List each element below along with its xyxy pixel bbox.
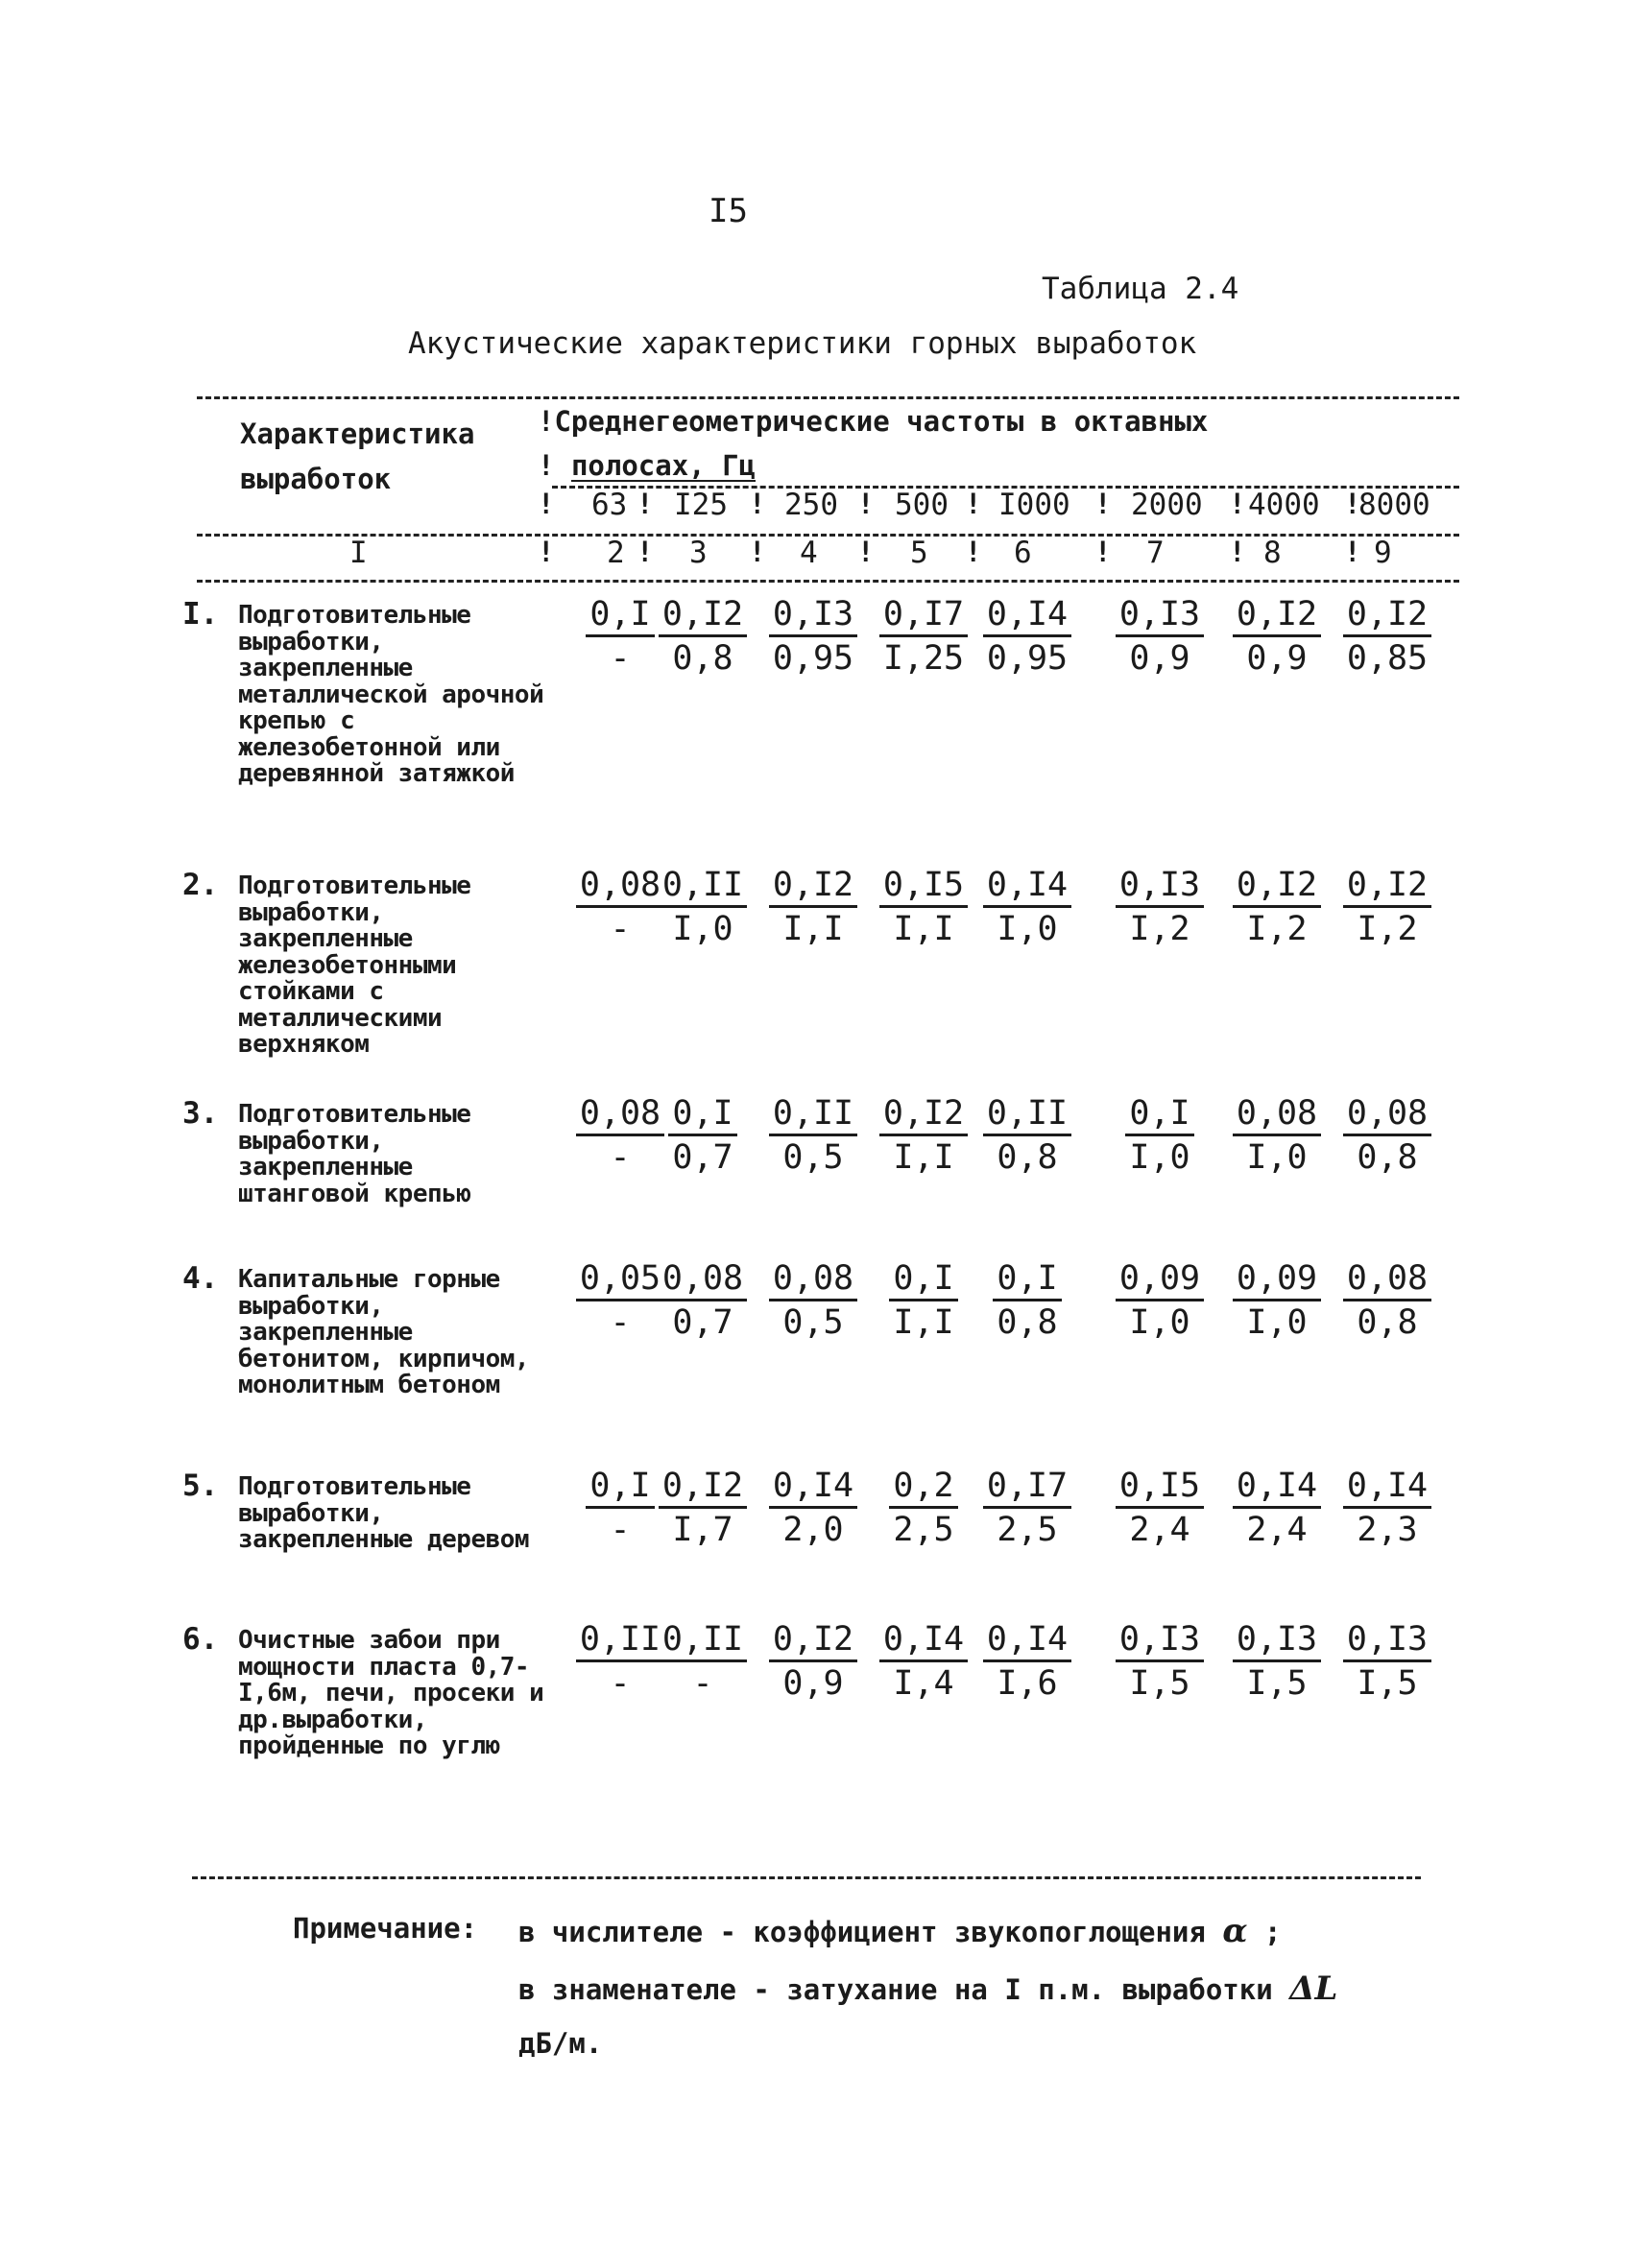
frequency-label: 500 bbox=[895, 488, 949, 522]
attenuation-value: - bbox=[610, 1138, 631, 1177]
attenuation-value: I,I bbox=[893, 1138, 954, 1177]
value-cell bbox=[867, 1259, 980, 1342]
row-description: Подготовительные выработки, закрепленные металлической арочной крепью с железобетонной или деревянной затяжкой bbox=[238, 601, 544, 788]
absorption-coefficient: 0,I bbox=[668, 1095, 736, 1136]
attenuation-value: 0,9 bbox=[782, 1664, 844, 1703]
note-line-3: дБ/м. bbox=[518, 2027, 603, 2060]
note-line-1: в числителе - коэффициент звукопоглощения α ; bbox=[518, 1912, 1282, 1950]
value-cell bbox=[971, 866, 1084, 948]
value-cell bbox=[1331, 1094, 1444, 1177]
row-number: 4. bbox=[182, 1261, 219, 1296]
value-cell bbox=[867, 1467, 980, 1549]
absorption-coefficient: 0,I3 bbox=[769, 596, 857, 637]
absorption-coefficient: 0,I3 bbox=[1116, 867, 1204, 908]
absorption-coefficient: 0,2 bbox=[889, 1468, 957, 1509]
absorption-coefficient: 0,II bbox=[769, 1095, 857, 1136]
attenuation-value: I,2 bbox=[1357, 910, 1418, 948]
note-line-2: в знаменателе - затухание на I п.м. выработки ΔL bbox=[518, 1970, 1338, 2008]
attenuation-value: - bbox=[692, 1664, 713, 1703]
attenuation-value: 0,9 bbox=[1246, 639, 1308, 678]
attenuation-value: I,I bbox=[782, 910, 844, 948]
absorption-coefficient: 0,II bbox=[659, 867, 747, 908]
row-number: 3. bbox=[182, 1096, 219, 1131]
table-top-rule bbox=[197, 396, 1459, 399]
value-cell bbox=[1331, 1259, 1444, 1342]
attenuation-value: 0,95 bbox=[772, 639, 854, 678]
header-characteristic-line2: выработок bbox=[240, 463, 392, 495]
column-separator: ! bbox=[637, 488, 654, 520]
value-cell bbox=[1331, 1467, 1444, 1549]
attenuation-value: 2,4 bbox=[1246, 1511, 1308, 1549]
attenuation-value: - bbox=[610, 1303, 631, 1342]
attenuation-value: 0,8 bbox=[672, 639, 733, 678]
attenuation-value: 0,5 bbox=[782, 1138, 844, 1177]
absorption-coefficient: 0,08 bbox=[576, 1095, 664, 1136]
absorption-coefficient: 0,09 bbox=[1116, 1260, 1204, 1301]
column-separator: ! bbox=[749, 488, 766, 520]
absorption-coefficient: 0,I2 bbox=[1343, 867, 1431, 908]
row-number: I. bbox=[182, 597, 219, 632]
column-number: 3 bbox=[689, 536, 708, 570]
value-cell bbox=[867, 1620, 980, 1703]
value-cell bbox=[1220, 1259, 1334, 1342]
attenuation-value: I,0 bbox=[1129, 1138, 1190, 1177]
value-cell bbox=[1220, 1620, 1334, 1703]
absorption-coefficient: 0,II bbox=[659, 1621, 747, 1662]
alpha-symbol: α bbox=[1222, 1912, 1248, 1950]
absorption-coefficient: 0,I5 bbox=[1116, 1468, 1204, 1509]
attenuation-value: I,2 bbox=[1129, 910, 1190, 948]
column-number: 9 bbox=[1374, 536, 1392, 570]
row-number: 5. bbox=[182, 1468, 219, 1503]
attenuation-value: 0,9 bbox=[1129, 639, 1190, 678]
attenuation-value: 2,4 bbox=[1129, 1511, 1190, 1549]
value-cell bbox=[757, 1620, 870, 1703]
value-cell bbox=[1220, 595, 1334, 678]
absorption-coefficient: 0,I bbox=[889, 1260, 957, 1301]
attenuation-value: I,0 bbox=[672, 910, 733, 948]
absorption-coefficient: 0,I2 bbox=[1343, 596, 1431, 637]
attenuation-value: 0,8 bbox=[997, 1303, 1058, 1342]
frequency-label: I000 bbox=[998, 488, 1070, 522]
attenuation-value: - bbox=[610, 1664, 631, 1703]
attenuation-value: 2,5 bbox=[893, 1511, 954, 1549]
table-label: Таблица 2.4 bbox=[1042, 272, 1239, 306]
absorption-coefficient: 0,I4 bbox=[1343, 1468, 1431, 1509]
value-cell bbox=[1220, 1094, 1334, 1177]
value-cell bbox=[757, 1094, 870, 1177]
absorption-coefficient: 0,I2 bbox=[659, 1468, 747, 1509]
row-number: 6. bbox=[182, 1622, 219, 1657]
absorption-coefficient: 0,I bbox=[1125, 1095, 1193, 1136]
value-cell bbox=[1103, 1259, 1216, 1342]
absorption-coefficient: 0,I4 bbox=[983, 1621, 1071, 1662]
absorption-coefficient: 0,I2 bbox=[659, 596, 747, 637]
absorption-coefficient: 0,I2 bbox=[1233, 596, 1321, 637]
value-cell bbox=[971, 1259, 1084, 1342]
absorption-coefficient: 0,I4 bbox=[1233, 1468, 1321, 1509]
attenuation-value: I,I bbox=[893, 1303, 954, 1342]
attenuation-value: I,5 bbox=[1129, 1664, 1190, 1703]
absorption-coefficient: 0,I bbox=[586, 596, 654, 637]
column-separator: ! bbox=[1229, 536, 1246, 568]
absorption-coefficient: 0,08 bbox=[659, 1260, 747, 1301]
value-cell bbox=[757, 1467, 870, 1549]
attenuation-value: I,4 bbox=[893, 1664, 954, 1703]
row-number: 2. bbox=[182, 868, 219, 902]
value-cell bbox=[757, 866, 870, 948]
absorption-coefficient: 0,I2 bbox=[1233, 867, 1321, 908]
absorption-coefficient: 0,II bbox=[576, 1621, 664, 1662]
column-separator: ! bbox=[1344, 488, 1361, 520]
attenuation-value: 2,0 bbox=[782, 1511, 844, 1549]
column-separator: ! bbox=[857, 488, 875, 520]
column-separator: ! bbox=[538, 536, 555, 568]
column-separator: ! bbox=[965, 536, 982, 568]
column-separator: ! bbox=[1229, 488, 1246, 520]
value-cell bbox=[1331, 595, 1444, 678]
column-separator: ! bbox=[1094, 536, 1112, 568]
absorption-coefficient: 0,II bbox=[983, 1095, 1071, 1136]
frequency-label: 250 bbox=[784, 488, 838, 522]
value-cell bbox=[867, 866, 980, 948]
absorption-coefficient: 0,I4 bbox=[769, 1468, 857, 1509]
value-cell bbox=[646, 1620, 759, 1703]
frequency-label: 4000 bbox=[1248, 488, 1320, 522]
absorption-coefficient: 0,I4 bbox=[879, 1621, 968, 1662]
absorption-coefficient: 0,I3 bbox=[1116, 596, 1204, 637]
absorption-coefficient: 0,I3 bbox=[1343, 1621, 1431, 1662]
absorption-coefficient: 0,05 bbox=[576, 1260, 664, 1301]
absorption-coefficient: 0,I2 bbox=[769, 1621, 857, 1662]
value-cell bbox=[646, 1467, 759, 1549]
value-cell bbox=[646, 1094, 759, 1177]
value-cell bbox=[1220, 866, 1334, 948]
attenuation-value: I,5 bbox=[1246, 1664, 1308, 1703]
absorption-coefficient: 0,I bbox=[993, 1260, 1061, 1301]
absorption-coefficient: 0,I4 bbox=[983, 596, 1071, 637]
row-description: Подготовительные выработки, закрепленные штанговой крепью bbox=[238, 1100, 471, 1208]
table-title: Акустические характеристики горных выработок bbox=[408, 326, 1197, 361]
value-cell bbox=[971, 1620, 1084, 1703]
row-description: Подготовительные выработки, закрепленные железобетонными стойками с металлическими верхняком bbox=[238, 871, 471, 1059]
value-cell bbox=[867, 595, 980, 678]
absorption-coefficient: 0,08 bbox=[1343, 1095, 1431, 1136]
value-cell bbox=[971, 1094, 1084, 1177]
value-cell bbox=[1103, 1094, 1216, 1177]
row-description: Капитальные горные выработки, закрепленные бетонитом, кирпичом, монолитным бетоном bbox=[238, 1265, 530, 1399]
header-frequencies-line1: !Среднегеометрические частоты в октавных bbox=[538, 405, 1209, 438]
attenuation-value: - bbox=[610, 1511, 631, 1549]
row-description: Очистные забои при мощности пласта 0,7-I,6м, печи, просеки и др.выработки, пройденные по углю bbox=[238, 1626, 544, 1760]
attenuation-value: 0,8 bbox=[1357, 1303, 1418, 1342]
page-number: I5 bbox=[709, 192, 748, 230]
frequency-label: 8000 bbox=[1358, 488, 1430, 522]
attenuation-value: I,0 bbox=[1246, 1138, 1308, 1177]
row-description: Подготовительные выработки, закрепленные деревом bbox=[238, 1472, 530, 1554]
column-separator: ! bbox=[538, 488, 555, 520]
column-separator: ! bbox=[637, 536, 654, 568]
column-number: 2 bbox=[607, 536, 625, 570]
column-number: 8 bbox=[1263, 536, 1282, 570]
attenuation-value: I,6 bbox=[997, 1664, 1058, 1703]
attenuation-value: 0,95 bbox=[986, 639, 1069, 678]
absorption-coefficient: 0,I2 bbox=[879, 1095, 968, 1136]
absorption-coefficient: 0,I2 bbox=[769, 867, 857, 908]
absorption-coefficient: 0,I5 bbox=[879, 867, 968, 908]
absorption-coefficient: 0,08 bbox=[769, 1260, 857, 1301]
attenuation-value: I,5 bbox=[1357, 1664, 1418, 1703]
table-bottom-rule bbox=[192, 1876, 1421, 1879]
note-label: Примечание: bbox=[293, 1912, 478, 1945]
value-cell bbox=[646, 1259, 759, 1342]
absorption-coefficient: 0,I3 bbox=[1233, 1621, 1321, 1662]
header-frequencies-line2: ! полосах, Гц bbox=[538, 449, 756, 482]
column-separator: ! bbox=[749, 536, 766, 568]
value-cell bbox=[971, 1467, 1084, 1549]
attenuation-value: I,0 bbox=[1129, 1303, 1190, 1342]
header-characteristic-line1: Характеристика bbox=[240, 418, 475, 450]
absorption-coefficient: 0,08 bbox=[1233, 1095, 1321, 1136]
value-cell bbox=[1331, 866, 1444, 948]
value-cell bbox=[1103, 866, 1216, 948]
value-cell bbox=[646, 595, 759, 678]
absorption-coefficient: 0,08 bbox=[576, 867, 664, 908]
value-cell bbox=[1331, 1620, 1444, 1703]
value-cell bbox=[757, 1259, 870, 1342]
value-cell bbox=[1103, 1467, 1216, 1549]
value-cell bbox=[1103, 595, 1216, 678]
column-number: 7 bbox=[1146, 536, 1165, 570]
column-separator: ! bbox=[965, 488, 982, 520]
header-bottom-rule bbox=[197, 580, 1459, 583]
attenuation-value: I,0 bbox=[997, 910, 1058, 948]
attenuation-value: 0,7 bbox=[672, 1138, 733, 1177]
attenuation-value: 0,5 bbox=[782, 1303, 844, 1342]
value-cell bbox=[757, 595, 870, 678]
frequency-label: 63 bbox=[591, 488, 628, 522]
column-separator: ! bbox=[857, 536, 875, 568]
attenuation-value: 0,8 bbox=[997, 1138, 1058, 1177]
column-number-1: I bbox=[349, 536, 368, 570]
value-cell bbox=[867, 1094, 980, 1177]
absorption-coefficient: 0,I4 bbox=[983, 867, 1071, 908]
value-cell bbox=[646, 866, 759, 948]
attenuation-value: I,7 bbox=[672, 1511, 733, 1549]
absorption-coefficient: 0,I7 bbox=[879, 596, 968, 637]
attenuation-value: I,I bbox=[893, 910, 954, 948]
attenuation-value: 0,8 bbox=[1357, 1138, 1418, 1177]
value-cell bbox=[1220, 1467, 1334, 1549]
column-number: 4 bbox=[800, 536, 818, 570]
column-number: 5 bbox=[910, 536, 928, 570]
attenuation-value: I,0 bbox=[1246, 1303, 1308, 1342]
frequency-label: 2000 bbox=[1131, 488, 1203, 522]
delta-l-symbol: ΔL bbox=[1289, 1970, 1338, 2008]
attenuation-value: 0,7 bbox=[672, 1303, 733, 1342]
attenuation-value: 2,5 bbox=[997, 1511, 1058, 1549]
column-separator: ! bbox=[1094, 488, 1112, 520]
absorption-coefficient: 0,08 bbox=[1343, 1260, 1431, 1301]
absorption-coefficient: 0,I3 bbox=[1116, 1621, 1204, 1662]
column-separator: ! bbox=[1344, 536, 1361, 568]
frequency-label: I25 bbox=[674, 488, 728, 522]
value-cell bbox=[1103, 1620, 1216, 1703]
attenuation-value: - bbox=[610, 910, 631, 948]
absorption-coefficient: 0,I bbox=[586, 1468, 654, 1509]
attenuation-value: I,2 bbox=[1246, 910, 1308, 948]
attenuation-value: I,25 bbox=[882, 639, 965, 678]
attenuation-value: 2,3 bbox=[1357, 1511, 1418, 1549]
absorption-coefficient: 0,I7 bbox=[983, 1468, 1071, 1509]
attenuation-value: - bbox=[610, 639, 631, 678]
attenuation-value: 0,85 bbox=[1346, 639, 1429, 678]
column-number: 6 bbox=[1014, 536, 1032, 570]
value-cell bbox=[971, 595, 1084, 678]
absorption-coefficient: 0,09 bbox=[1233, 1260, 1321, 1301]
